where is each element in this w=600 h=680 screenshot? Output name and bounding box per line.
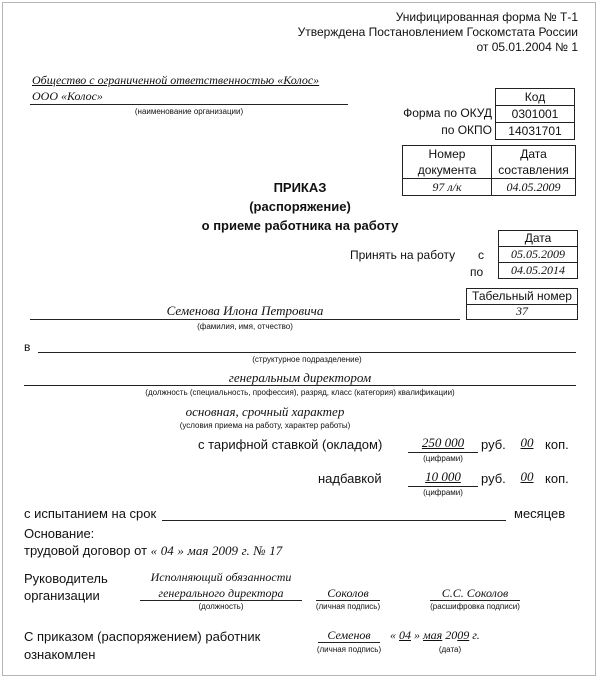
org-full-name: Общество с ограниченной ответственностью «Колос»	[32, 73, 320, 87]
form-header-line2: Утверждена Постановлением Госкомстата России	[297, 25, 578, 39]
ack-year-suffix: 09	[457, 628, 470, 642]
bonus-kop-unit: коп.	[545, 471, 569, 486]
salary-kop-value: 00	[520, 435, 534, 450]
position-line	[24, 385, 576, 386]
hire-label: Принять на работу	[350, 248, 456, 262]
head-signature: Соколов	[327, 586, 369, 600]
basis-contract	[24, 543, 282, 559]
basis-q-close: »	[177, 543, 184, 558]
bonus-kop-value: 00	[520, 469, 534, 484]
basis-contract-text: трудовой договор от	[24, 543, 148, 558]
form-header	[298, 10, 578, 55]
ack-month: мая	[423, 628, 443, 642]
basis-number: 17	[269, 543, 283, 558]
unit-line	[38, 352, 576, 353]
tab-value: 37	[466, 304, 578, 320]
ack-date-caption: (дата)	[438, 645, 462, 654]
hire-to-label: по	[470, 265, 484, 279]
doc-number-header-2: документа	[403, 162, 492, 179]
employee-caption: (фамилия, имя, отчество)	[197, 322, 293, 331]
bonus-rub-value: 10 000	[425, 469, 461, 484]
ack-label-1: С приказом (распоряжением) работник	[24, 629, 261, 644]
okud-value: 0301001	[496, 106, 575, 123]
salary-caption: (цифрами)	[423, 454, 463, 463]
conditions-value: основная, срочный характер	[185, 404, 345, 419]
head-signature-line	[316, 600, 380, 601]
head-label	[24, 570, 108, 604]
ack-q-open: «	[390, 628, 396, 642]
title-sub: (распоряжение)	[249, 199, 351, 214]
basis-year-suffix: 09	[225, 543, 238, 558]
employee-line	[30, 319, 460, 320]
head-decode-caption: (расшифровка подписи)	[430, 602, 520, 611]
okud-label: Форма по ОКУД	[403, 106, 492, 120]
codes-header: Код	[496, 89, 575, 106]
basis-day: 04	[160, 543, 174, 558]
probation-unit: месяцев	[514, 506, 566, 521]
head-decode-line	[430, 600, 520, 601]
position-value: генеральным директором	[228, 370, 372, 385]
doc-number-value: 97 л/к	[403, 179, 492, 196]
position-caption: (должность (специальность, профессия), разряд, класс (категория) квалификации)	[145, 388, 455, 397]
bonus-rub-unit: руб.	[481, 471, 506, 486]
bonus-label: надбавкой	[318, 471, 382, 486]
org-caption: (наименование организации)	[134, 107, 244, 116]
org-short-name: ООО «Колос»	[32, 89, 103, 103]
probation-line	[162, 520, 506, 521]
doc-table	[402, 145, 576, 196]
head-position-caption: (должность)	[198, 602, 244, 611]
unit-prefix: в	[24, 340, 31, 354]
title-about: о приеме работника на работу	[201, 218, 399, 233]
basis-num-sign: №	[253, 543, 266, 558]
ack-year-unit: г.	[472, 628, 480, 642]
bonus-caption: (цифрами)	[423, 488, 463, 497]
conditions-caption: (условия приема на работу, характер работы)	[179, 421, 351, 430]
title-main: ПРИКАЗ	[273, 180, 327, 195]
head-label-1: Руководитель	[24, 571, 108, 586]
doc-date-value: 04.05.2009	[492, 179, 576, 196]
ack-q-close: »	[414, 628, 420, 642]
ack-label-2: ознакомлен	[24, 647, 96, 662]
head-signature-caption: (личная подпись)	[315, 602, 381, 611]
ack-signature: Семенов	[327, 628, 371, 642]
hire-to-value: 04.05.2014	[498, 262, 578, 279]
hire-from-label: с	[478, 248, 484, 262]
form-header-line3: от 05.01.2004 № 1	[476, 40, 578, 54]
salary-label: с тарифной ставкой (окладом)	[198, 437, 383, 452]
okpo-label: по ОКПО	[441, 123, 492, 137]
ack-year-prefix: 20	[445, 628, 458, 642]
probation-label: с испытанием на срок	[24, 506, 157, 521]
head-position-line2: генерального директора	[158, 586, 284, 600]
codes-table	[495, 88, 575, 140]
basis-year-prefix: 20	[212, 543, 225, 558]
org-line	[30, 104, 348, 105]
tab-header: Табельный номер	[466, 288, 578, 305]
salary-rub-value: 250 000	[421, 435, 465, 450]
unit-caption: (структурное подразделение)	[252, 355, 362, 364]
ack-signature-caption: (личная подпись)	[316, 645, 382, 654]
head-decode: С.С. Соколов	[441, 586, 509, 600]
bonus-rub-line	[408, 486, 478, 487]
form-header-line1: Унифицированная форма № Т-1	[395, 10, 578, 24]
ack-label	[24, 628, 260, 664]
basis-label: Основание:	[24, 526, 95, 541]
doc-date-header-2: составления	[492, 162, 576, 179]
okpo-value: 14031701	[496, 123, 575, 140]
ack-signature-line	[318, 642, 380, 643]
salary-rub-line	[408, 452, 478, 453]
employee-name: Семенова Илона Петровича	[166, 303, 324, 318]
head-position-line1: Исполняющий обязанности	[150, 570, 292, 584]
doc-number-header-1: Номер	[403, 146, 492, 163]
basis-q-open: «	[150, 543, 158, 558]
hire-from-value: 05.05.2009	[498, 246, 578, 263]
head-position-line	[140, 600, 302, 601]
basis-month: мая	[187, 543, 209, 558]
head-label-2: организации	[24, 588, 100, 603]
salary-rub-unit: руб.	[481, 437, 506, 452]
ack-date	[390, 628, 480, 643]
salary-kop-unit: коп.	[545, 437, 569, 452]
doc-date-header-1: Дата	[492, 146, 576, 163]
ack-day: 04	[399, 628, 411, 642]
basis-year-unit: г.	[241, 543, 250, 558]
hire-date-header: Дата	[498, 230, 578, 246]
